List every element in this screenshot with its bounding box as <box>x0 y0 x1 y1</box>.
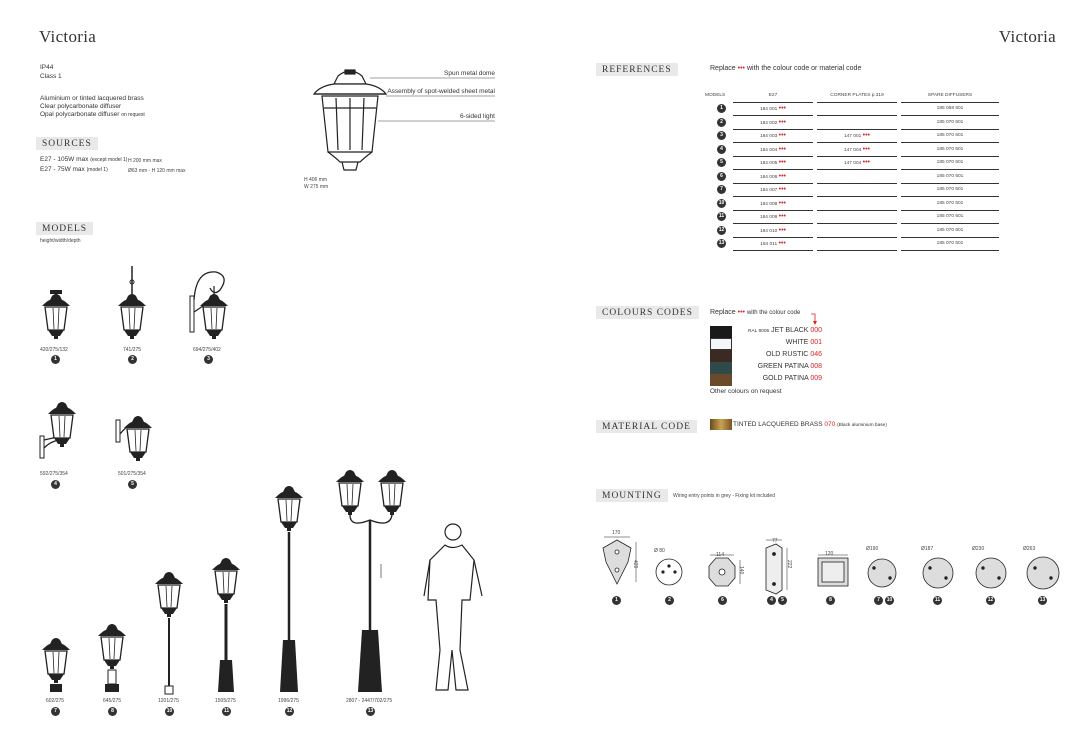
reference-corner-plate <box>817 183 897 197</box>
colour-row-1: RAL 9005 JET BLACK 000 <box>748 327 822 334</box>
reference-e27: 184 005 ••• <box>733 156 813 170</box>
model-12-drawing <box>275 486 303 692</box>
mount-1-dim-a: 170 <box>612 530 621 536</box>
spec-material-1: Aluminium or tinted lacquered brass <box>40 95 144 102</box>
mount-1-dim-b: 420 <box>632 560 638 569</box>
reference-model-badge <box>705 143 733 157</box>
mount-badge-11: 11 <box>934 597 941 603</box>
reference-corner-plate <box>817 170 897 184</box>
reference-model-badge <box>705 156 733 170</box>
model-10-dims: 1201/275 <box>158 698 179 704</box>
reference-spare-diffuser: 185 070 601 <box>901 116 999 130</box>
reference-corner-plate <box>817 116 897 130</box>
reference-model-badge <box>705 129 733 143</box>
material-row: TINTED LACQUERED BRASS 070 (Black aluminium base) <box>733 421 887 428</box>
reference-e27: 184 009 ••• <box>733 210 813 224</box>
reference-corner-plate: 147 004 ••• <box>817 156 897 170</box>
model-3-dims: 694/275/402 <box>193 347 221 353</box>
model-2-drawing <box>118 266 146 339</box>
colour-row-5: GOLD PATINA 009 <box>762 375 822 382</box>
reference-row <box>705 237 999 251</box>
mount-3-dim-a: 114 <box>716 552 724 558</box>
model-10-badge: 10 <box>166 708 173 714</box>
reference-row <box>705 170 999 184</box>
reference-spare-diffuser: 185 070 601 <box>901 197 999 211</box>
hero-width: W 275 mm <box>304 184 329 190</box>
reference-row <box>705 183 999 197</box>
reference-e27: 184 003 ••• <box>733 129 813 143</box>
mount-badge-4: 4 <box>767 596 776 605</box>
swatch-old-rustic <box>710 350 732 362</box>
hero-label-six-sided: 6-sided light <box>459 113 495 120</box>
reference-corner-plate <box>817 210 897 224</box>
person-silhouette-drawing <box>424 524 482 690</box>
reference-model-badge <box>705 183 733 197</box>
reference-e27: 184 011 ••• <box>733 237 813 251</box>
model-2-dims: 741/275 <box>123 347 142 353</box>
model-5-dims: 501/275/354 <box>118 471 146 477</box>
reference-model-badge <box>705 197 733 211</box>
mounting-note: Wiring entry points in grey - Fixing kit included <box>673 493 775 499</box>
mounting-heading: MOUNTING <box>596 489 668 502</box>
reference-row <box>705 156 999 170</box>
col-spare-diffusers: SPARE DIFFUSERS <box>901 89 999 102</box>
hero-label-dome: Spun metal dome <box>444 70 495 77</box>
model-7-dims: 602/275 <box>46 698 65 704</box>
hero-label-assembly: Assembly of spot-welded sheet metal <box>387 88 495 95</box>
reference-spare-diffuser: 185 070 601 <box>901 183 999 197</box>
model-number: 2 <box>717 118 726 127</box>
mount-4-dim-a: 77 <box>772 538 778 544</box>
source-row-2-dims: Ø63 mm - H 120 mm max <box>128 168 186 174</box>
reference-model-badge <box>705 170 733 184</box>
reference-model-badge <box>705 102 733 116</box>
model-11-drawing <box>212 558 240 692</box>
mount-badge-10: 10 <box>886 597 893 603</box>
mount-13-dim: Ø263 <box>1023 546 1036 552</box>
model-1-dims: 420/275/132 <box>40 347 68 353</box>
col-e27: E27 <box>733 89 813 102</box>
reference-e27: 184 001 ••• <box>733 102 813 116</box>
model-number: 1 <box>717 104 726 113</box>
model-13-badge: 13 <box>367 708 374 714</box>
spec-class: Class 1 <box>40 73 62 80</box>
model-12-dims: 1996/275 <box>278 698 299 704</box>
reference-row <box>705 197 999 211</box>
colour-arrow-icon <box>810 313 822 327</box>
model-1-badge: 1 <box>51 355 60 364</box>
colours-replace-note: Replace ••• with the colour code <box>710 309 801 316</box>
model-number: 12 <box>718 226 725 233</box>
reference-corner-plate <box>817 102 897 116</box>
model-number: 4 <box>717 145 726 154</box>
reference-e27: 184 006 ••• <box>733 170 813 184</box>
reference-model-badge <box>705 210 733 224</box>
reference-row <box>705 210 999 224</box>
reference-spare-diffuser: 185 068 601 <box>901 102 999 116</box>
page-title-right: Victoria <box>998 27 1056 46</box>
colours-footer: Other colours on request <box>710 388 782 395</box>
references-table <box>705 89 999 251</box>
model-7-drawing <box>42 638 70 692</box>
swatch-jet-black <box>710 326 732 338</box>
model-number: 10 <box>718 199 725 206</box>
model-3-drawing <box>190 272 228 339</box>
model-4-dims: 592/275/354 <box>40 471 68 477</box>
reference-e27: 184 010 ••• <box>733 224 813 238</box>
reference-row <box>705 116 999 130</box>
colour-swatch-stack <box>710 326 732 386</box>
model-10-drawing <box>155 572 183 694</box>
mount-badge-2: 2 <box>665 596 674 605</box>
model-7-badge: 7 <box>51 707 60 716</box>
reference-row <box>705 224 999 238</box>
mount-3-dim-b: 140 <box>738 566 744 575</box>
spec-material-3: Opal polycarbonate diffuser on request <box>40 111 145 118</box>
reference-corner-plate <box>817 237 897 251</box>
model-13-drawing <box>336 470 406 692</box>
model-8-badge: 8 <box>108 707 117 716</box>
spec-material-2: Clear polycarbonate diffuser <box>40 103 122 110</box>
spec-ip: IP44 <box>40 64 54 71</box>
reference-spare-diffuser: 185 070 601 <box>901 210 999 224</box>
models-drawings <box>0 0 520 729</box>
mount-6-dim: 120 <box>825 551 834 557</box>
model-number: 6 <box>717 172 726 181</box>
references-replace-note: Replace ••• with the colour code or material code <box>710 65 862 72</box>
reference-spare-diffuser: 185 070 601 <box>901 129 999 143</box>
reference-spare-diffuser: 185 070 601 <box>901 143 999 157</box>
source-row-1-dims: H 200 mm max <box>128 158 162 164</box>
material-heading: MATERIAL CODE <box>596 420 697 433</box>
reference-row <box>705 143 999 157</box>
reference-corner-plate: 147 004 ••• <box>817 143 897 157</box>
model-number: 13 <box>718 240 725 247</box>
mount-badge-3: 6 <box>718 596 727 605</box>
model-5-drawing <box>116 416 152 461</box>
page-title-left: Victoria <box>39 27 97 46</box>
mount-badge-1: 1 <box>612 596 621 605</box>
source-row-1: E27 - 105W max (except model 1) <box>40 156 128 163</box>
mount-7-dim: Ø190 <box>866 546 879 552</box>
model-8-drawing <box>98 624 126 692</box>
reference-model-badge <box>705 116 733 130</box>
reference-e27: 184 002 ••• <box>733 116 813 130</box>
reference-e27: 184 008 ••• <box>733 197 813 211</box>
reference-corner-plate: 147 001 ••• <box>817 129 897 143</box>
model-4-badge: 4 <box>51 480 60 489</box>
model-5-badge: 5 <box>128 480 137 489</box>
reference-e27: 184 007 ••• <box>733 183 813 197</box>
model-number: 3 <box>717 131 726 140</box>
model-number: 11 <box>718 213 725 220</box>
mount-2-dim: Ø 80 <box>654 548 665 554</box>
model-1-drawing <box>42 290 70 339</box>
reference-model-badge <box>705 224 733 238</box>
mount-badge-6: 8 <box>826 596 835 605</box>
reference-row <box>705 129 999 143</box>
model-11-badge: 11 <box>223 708 230 714</box>
mount-11-dim: Ø187 <box>921 546 934 552</box>
swatch-gold-patina <box>710 374 732 386</box>
reference-model-badge <box>705 237 733 251</box>
model-number: 5 <box>717 158 726 167</box>
colour-row-3: OLD RUSTIC 046 <box>765 351 822 358</box>
mount-badge-12: 12 <box>987 597 994 603</box>
model-13-dims: 2807 - 2447/702/275 <box>346 698 393 704</box>
mount-badge-7: 7 <box>874 596 883 605</box>
col-models: MODELS <box>705 93 726 98</box>
colours-heading: COLOURS CODES <box>596 306 699 319</box>
swatch-green-patina <box>710 362 732 374</box>
mount-4-dim-b: 222 <box>786 560 792 569</box>
models-subheading: height/width/depth <box>40 238 81 244</box>
reference-row <box>705 102 999 116</box>
colour-row-4: GREEN PATINA 008 <box>757 363 822 370</box>
model-4-drawing <box>40 402 76 458</box>
reference-spare-diffuser: 185 070 601 <box>901 237 999 251</box>
material-swatch <box>710 419 732 430</box>
model-8-dims: 645/275 <box>103 698 122 704</box>
reference-spare-diffuser: 185 070 601 <box>901 156 999 170</box>
references-heading: REFERENCES <box>596 63 678 76</box>
sources-heading: SOURCES <box>36 137 98 150</box>
model-12-badge: 12 <box>286 708 293 714</box>
reference-corner-plate <box>817 197 897 211</box>
reference-spare-diffuser: 185 070 601 <box>901 170 999 184</box>
reference-corner-plate <box>817 224 897 238</box>
model-3-badge: 3 <box>204 355 213 364</box>
reference-e27: 184 004 ••• <box>733 143 813 157</box>
model-2-badge: 2 <box>128 355 137 364</box>
col-corner-plates: CORNER PLATES p.319 <box>817 89 897 102</box>
mount-badge-13: 13 <box>1039 597 1046 603</box>
models-heading: MODELS <box>36 222 93 235</box>
model-11-dims: 1505/275 <box>215 698 236 704</box>
swatch-white <box>710 338 732 350</box>
colour-row-2: WHITE 001 <box>785 339 822 346</box>
hero-height: H 406 mm <box>304 177 328 183</box>
mount-12-dim: Ø230 <box>972 546 985 552</box>
model-number: 7 <box>717 185 726 194</box>
colour-list <box>710 326 822 388</box>
reference-spare-diffuser: 185 070 601 <box>901 224 999 238</box>
source-row-2: E27 - 75W max (model 1) <box>40 166 108 173</box>
mount-badge-5: 5 <box>778 596 787 605</box>
